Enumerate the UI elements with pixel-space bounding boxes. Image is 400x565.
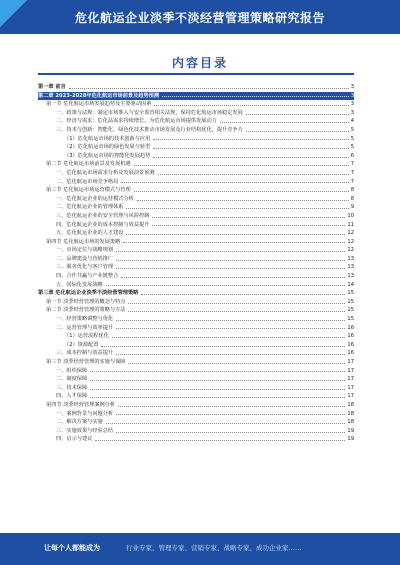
toc-page-number: 8: [350, 195, 354, 202]
toc-entry[interactable]: [38, 410, 354, 419]
toc-entry[interactable]: [38, 324, 354, 333]
toc-leader-dots: [162, 96, 349, 97]
toc-leader-dots: [90, 397, 345, 398]
toc-leader-dots: [128, 311, 345, 312]
toc-title: 内容目录: [171, 56, 228, 70]
toc-leader-dots: [153, 148, 348, 149]
toc-entry-title: 第二节 淡季经营管理的策略与方法: [46, 307, 126, 314]
toc-entry[interactable]: [38, 384, 354, 393]
toc-leader-dots: [106, 423, 346, 424]
toc-page-number: 7: [350, 169, 354, 176]
toc-leader-dots: [154, 105, 348, 106]
toc-entry[interactable]: [38, 418, 354, 427]
toc-leader-dots: [153, 157, 348, 158]
toc-page-number: 17: [347, 384, 354, 391]
toc-entry[interactable]: [38, 341, 354, 350]
toc-leader-dots: [95, 440, 345, 441]
toc-entry[interactable]: [38, 332, 354, 341]
toc-leader-dots: [116, 328, 345, 329]
toc-entry[interactable]: [38, 135, 354, 144]
toc-entry-title: 四、危化航运企业的成本控制与效益提升: [56, 221, 150, 228]
toc-entry-title: （2）资源配置: [64, 341, 99, 348]
toc-leader-dots: [90, 389, 345, 390]
toc-leader-dots: [153, 139, 348, 140]
toc-page-number: 15: [347, 298, 354, 305]
toc-leader-dots: [246, 131, 349, 132]
toc-entry[interactable]: [38, 427, 354, 436]
toc-entry[interactable]: [38, 126, 354, 135]
toc-entry-title: 三、技术保障: [56, 384, 88, 391]
toc-entry-title: 第二章 2023-2028年危化航运市场前景及趋势预测: [38, 92, 160, 99]
toc-entry-title: （2）危化航运市场的绿色发展与转型: [64, 144, 151, 151]
toc-leader-dots: [112, 337, 346, 338]
toc-entry[interactable]: [38, 178, 354, 187]
toc-page-number: 6: [350, 152, 354, 159]
toc-entry-title: 一、危化航运市场需求分析及发展前景预测: [56, 169, 155, 176]
header-bar: [0, 0, 400, 34]
toc-entry-title: 第四节 危化航运市场的发展策略: [46, 238, 121, 245]
toc-page-number: 17: [347, 393, 354, 400]
toc-entry[interactable]: [38, 212, 354, 221]
toc-leader-dots: [126, 208, 348, 209]
toc-page-number: 14: [347, 281, 354, 288]
toc-entry-title: 四、合作共赢与产业链整合: [56, 273, 119, 280]
toc-leader-dots: [126, 234, 345, 235]
toc-page-number: 17: [347, 376, 354, 383]
toc-entry-title: 二、运营管理与效率提升: [56, 324, 114, 331]
toc-entry[interactable]: [38, 117, 354, 126]
toc-page-number: 5: [350, 126, 354, 133]
toc-entry-title: 二、解决方案与实施: [56, 419, 103, 426]
toc-entry[interactable]: [38, 315, 354, 324]
toc-leader-dots: [220, 122, 349, 123]
toc-entry[interactable]: [38, 392, 354, 401]
toc-entry[interactable]: [38, 229, 354, 238]
toc-leader-dots: [116, 251, 345, 252]
toc-entry-title: 三、危化航运企业的安全管理与风险控制: [56, 212, 150, 219]
toc-entry-title: 二、制度保障: [56, 376, 88, 383]
toc-page-number: 16: [347, 350, 354, 357]
toc-entry[interactable]: [38, 272, 354, 281]
toc-page-number: 18: [347, 419, 354, 426]
toc-page-number: 10: [347, 212, 354, 219]
toc-page-number: 12: [347, 247, 354, 254]
toc-page-number: 3: [350, 92, 354, 99]
toc-entry[interactable]: [38, 160, 354, 169]
toc-entry-title: 一、组织保障: [56, 367, 88, 374]
toc-page-number: 19: [347, 436, 354, 443]
toc-page-number: 17: [347, 367, 354, 374]
toc-entry-title: 一、市场定位与战略规划: [56, 247, 114, 254]
toc-page-number: 4: [350, 118, 354, 125]
toc-leader-dots: [134, 191, 349, 192]
toc-entry-title: （3）危化航运市场的智能化发展趋势: [64, 152, 151, 159]
toc-entry[interactable]: [38, 375, 354, 384]
toc-leader-dots: [137, 200, 349, 201]
toc-entry[interactable]: [38, 92, 354, 101]
toc-page-number: 3: [350, 84, 354, 90]
toc-leader-dots: [90, 380, 345, 381]
toc-entry[interactable]: [38, 83, 354, 92]
toc-page-number: 3: [350, 109, 354, 116]
toc-leader-dots: [116, 414, 345, 415]
toc-page-number: 9: [350, 204, 354, 211]
toc-leader-dots: [152, 217, 345, 218]
toc-entry[interactable]: [38, 367, 354, 376]
toc-leader-dots: [116, 354, 345, 355]
toc-entry-title: 第一节 危化航运市场发展趋势及主要驱动因素: [46, 101, 152, 108]
toc-page-number: 7: [350, 161, 354, 168]
toc-entry[interactable]: [38, 358, 354, 367]
toc-page-number: 15: [347, 316, 354, 323]
toc-entry[interactable]: [38, 186, 354, 195]
toc-leader-dots: [128, 303, 345, 304]
toc-leader-dots: [128, 363, 345, 364]
toc-entry[interactable]: [38, 289, 354, 298]
toc-page-number: 17: [347, 359, 354, 365]
toc-leader-dots: [116, 320, 345, 321]
toc-page-number: 18: [347, 410, 354, 417]
toc-entry-title: 二、危化航运企业的管理体系: [56, 204, 124, 211]
toc-entry-title: 一、经营策略调整与优化: [56, 316, 114, 323]
toc-entry-title: 一、危化航运企业的运营模式分析: [56, 195, 134, 202]
toc-page-number: 13: [347, 255, 354, 262]
toc-leader-dots: [90, 371, 345, 372]
toc-entry[interactable]: [38, 246, 354, 255]
toc-entry[interactable]: [38, 100, 354, 109]
toc-page-number: 15: [347, 290, 354, 297]
toc-entry-title: 四、启示与建议: [56, 436, 93, 443]
toc-page-number: 13: [347, 273, 354, 280]
toc-entry-title: 第二节 危化航运市场前景及发展机遇: [46, 161, 131, 168]
toc-page-number: 5: [350, 135, 354, 142]
toc-entry-title: 三、技术与创新：智能化、绿色化技术推动市场发展及行业结构优化，提升竞争力: [56, 126, 243, 133]
toc-entry[interactable]: [38, 306, 354, 315]
toc-leader-dots: [116, 268, 345, 269]
toc-entry[interactable]: [38, 255, 354, 264]
toc-leader-dots: [121, 277, 345, 278]
toc-page-number: 8: [350, 187, 354, 194]
toc-entry-title: 五、危化航运企业的人才建设: [56, 230, 124, 237]
toc-entry-title: 第三章 危化航运企业淡季不淡经营管理策略: [38, 290, 139, 297]
toc-entry-title: 三、服务优化与客户管理: [56, 264, 114, 271]
toc-entry-title: 四、人才保障: [56, 393, 88, 400]
toc-entry[interactable]: [38, 238, 354, 247]
toc-entry-title: 第一章 前言: [38, 84, 66, 90]
toc-entry[interactable]: [38, 109, 354, 118]
toc-entry-title: 第三节 淡季经营管理的实施与保障: [46, 359, 126, 365]
toc-entry-title: 二、危化航运市场竞争格局: [56, 178, 119, 185]
toc-leader-dots: [116, 432, 345, 433]
report-title: 危化航运企业淡季不淡经营管理策略研究报告: [74, 11, 325, 25]
toc-page-number: 18: [347, 401, 354, 408]
toc-entry[interactable]: [38, 221, 354, 230]
toc-entry[interactable]: [38, 263, 354, 272]
toc-entry-title: （1）危化航运市场的技术创新与应用: [64, 135, 151, 142]
toc-page-number: 16: [347, 333, 354, 340]
toc-page-number: 12: [347, 238, 354, 245]
toc-page-number: 16: [347, 324, 354, 331]
toc-page-number: 12: [347, 230, 354, 237]
toc-leader-dots: [121, 182, 348, 183]
toc-entry-title: 第四节 淡季经营管理案例分析: [46, 401, 116, 408]
toc-entry[interactable]: [38, 203, 354, 212]
toc-entry-title: 一、政策与法规：制定市场准入与安全监管相关法规，保持危化航运市场稳定发展: [56, 109, 243, 116]
toc-entry[interactable]: [38, 169, 354, 178]
footer-tagline: 行业专家、管理专家、营销专家、战略专家、成功企业家……: [126, 544, 302, 552]
toc-leader-dots: [116, 260, 345, 261]
toc-page-number: 15: [347, 307, 354, 314]
toc-entry[interactable]: [38, 401, 354, 410]
toc-page-number: 3: [350, 101, 354, 108]
toc-entry-title: 第一节 淡季经营管理的概念与特点: [46, 298, 126, 305]
footer-bar: [0, 533, 400, 565]
toc-divider: [38, 73, 354, 75]
toc-page-number: 7: [350, 178, 354, 185]
toc-leader-dots: [158, 174, 349, 175]
toc-entry[interactable]: [38, 195, 354, 204]
footer-slogan: 让每个人都能成为: [44, 544, 100, 552]
toc-leader-dots: [69, 88, 349, 89]
toc-leader-dots: [141, 294, 345, 295]
toc-entry-title: 三、成本控制与效益提升: [56, 350, 114, 357]
toc-entry[interactable]: [38, 281, 354, 290]
toc-entry-title: 三、实施效果与经验总结: [56, 427, 114, 434]
toc-leader-dots: [246, 114, 349, 115]
toc-entry[interactable]: [38, 298, 354, 307]
toc-leader-dots: [101, 346, 345, 347]
toc-entry[interactable]: [38, 152, 354, 161]
toc-page-number: 13: [347, 264, 354, 271]
toc-page-number: 19: [347, 427, 354, 434]
toc-entry-title: （1）运营流程优化: [64, 333, 109, 340]
toc-page-number: 16: [347, 341, 354, 348]
toc-entry-title: 五、国际化发展战略: [56, 281, 103, 288]
toc-page-number: 11: [347, 221, 354, 228]
toc-page-number: 5: [350, 144, 354, 151]
toc-entry[interactable]: [38, 435, 354, 444]
toc-leader-dots: [118, 406, 345, 407]
toc-leader-dots: [106, 285, 346, 286]
toc-leader-dots: [134, 165, 349, 166]
toc-entry-title: 第三节 危化航运市场运营模式与管理: [46, 187, 131, 194]
table-of-contents: [38, 83, 354, 444]
toc-leader-dots: [152, 225, 345, 226]
toc-leader-dots: [123, 242, 345, 243]
toc-entry-title: 二、品牌建设与营销推广: [56, 255, 114, 262]
toc-entry-title: 一、案例背景与问题分析: [56, 410, 114, 417]
toc-entry-title: 二、经济与需求：危化品需求持续增长，为危化航运市场提供发展动力: [56, 118, 217, 125]
toc-entry[interactable]: [38, 349, 354, 358]
toc-entry[interactable]: [38, 143, 354, 152]
